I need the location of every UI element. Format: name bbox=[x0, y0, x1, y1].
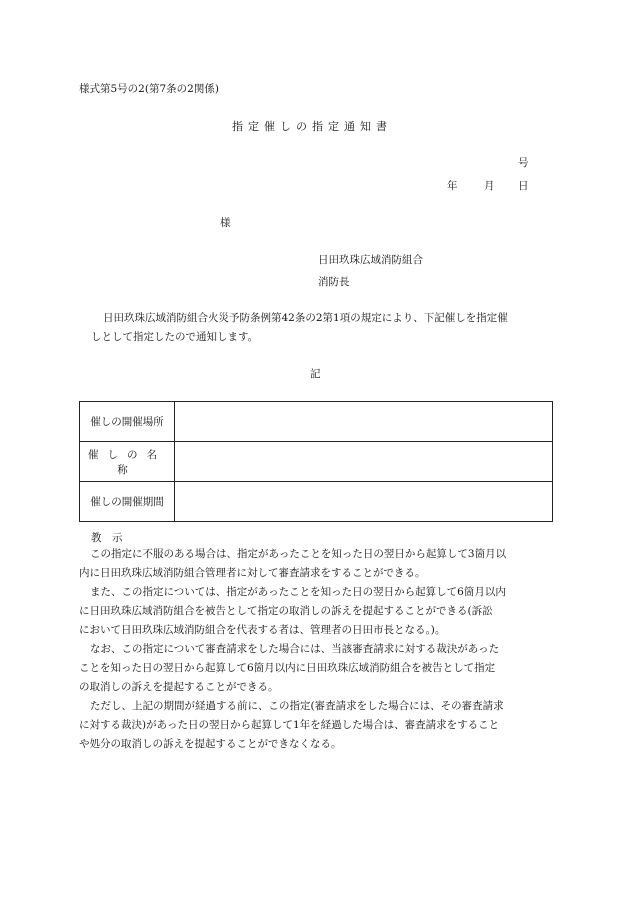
date-year: 年 bbox=[447, 180, 458, 192]
table-label-name: 催しの名称 bbox=[80, 442, 175, 482]
sender-organization: 日田玖珠広域消防組合 bbox=[318, 254, 423, 266]
table-label-venue: 催しの開催場所 bbox=[80, 402, 175, 442]
document-title: 指定催しの指定通知書 bbox=[232, 120, 392, 133]
notice-line: や処分の取消しの訴えを提起することができなくなる。 bbox=[79, 738, 342, 750]
table-row bbox=[80, 402, 553, 442]
notice-line: なお、この指定について審査請求をした場合には、当該審査請求に対する裁決があった bbox=[90, 643, 500, 655]
table-row bbox=[80, 482, 553, 522]
date-month: 月 bbox=[484, 180, 495, 192]
notice-line: ことを知った日の翌日から起算して6箇月以内に日田玖珠広域消防組合を被告として指定 bbox=[79, 662, 496, 674]
notice-line: において日田玖珠広域消防組合を代表する者は、管理者の日田市長となる。)。 bbox=[79, 624, 446, 636]
notice-line: に日田玖珠広域消防組合を被告として指定の取消しの訴えを提起することができる(訴訟 bbox=[79, 605, 493, 617]
notice-line: また、この指定については、指定があったことを知った日の翌日から起算して6箇月以内 bbox=[90, 586, 506, 598]
body-text bbox=[79, 309, 508, 347]
notice-line: この指定に不服のある場合は、指定があったことを知った日の翌日から起算して3箇月以 bbox=[90, 548, 507, 560]
event-info-table bbox=[79, 401, 553, 522]
notice-text bbox=[79, 545, 506, 754]
table-value-venue bbox=[175, 402, 553, 442]
recipient-suffix: 様 bbox=[220, 217, 231, 229]
date-day: 日 bbox=[518, 180, 529, 192]
table-value-name bbox=[175, 442, 553, 482]
table-label-period: 催しの開催期間 bbox=[80, 482, 175, 522]
body-line: 日田玖珠広域消防組合火災予防条例第42条の2第1項の規定により、下記催しを指定催 bbox=[103, 312, 508, 324]
body-line: しとして指定したので通知します。 bbox=[91, 331, 259, 343]
notice-line: の取消しの訴えを提起することができる。 bbox=[79, 681, 279, 693]
sender-title: 消防長 bbox=[318, 276, 350, 288]
notice-line: に対する裁決)があった日の翌日から起算して1年を経過した場合は、審査請求をすること bbox=[79, 719, 500, 731]
table-value-period bbox=[175, 482, 553, 522]
notice-line: ただし、上記の期間が経過する前に、この指定(審査請求をした場合には、その審査請求 bbox=[90, 700, 504, 712]
ki-heading: 記 bbox=[310, 368, 321, 380]
notice-heading: 教 示 bbox=[91, 532, 123, 544]
notice-line: 内に日田玖珠広域消防組合管理者に対して審査請求をすることができる。 bbox=[79, 567, 426, 579]
form-number: 様式第5号の2(第7条の2関係) bbox=[79, 83, 219, 95]
table-row bbox=[80, 442, 553, 482]
number-label: 号 bbox=[518, 157, 529, 169]
